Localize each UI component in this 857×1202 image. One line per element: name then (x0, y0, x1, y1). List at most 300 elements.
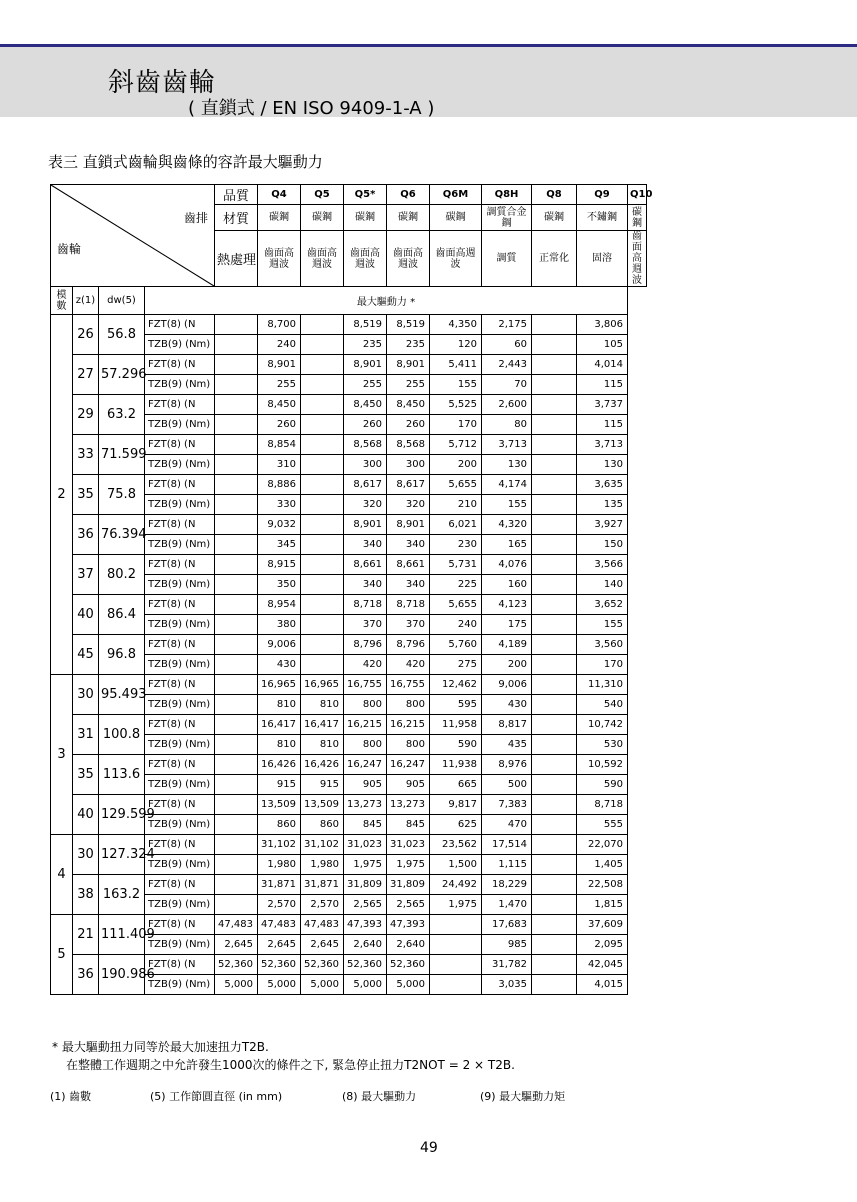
torque-label: TZB(9) (Nm) (145, 815, 215, 835)
force-value (301, 475, 344, 495)
force-value (532, 555, 577, 575)
force-label: FZT(8) (N (145, 635, 215, 655)
torque-value: 5,000 (301, 975, 344, 995)
force-value: 5,760 (430, 635, 482, 655)
force-value: 47,483 (258, 915, 301, 935)
teeth-cell: 35 (73, 475, 99, 515)
torque-value: 370 (387, 615, 430, 635)
torque-value (301, 455, 344, 475)
force-label: FZT(8) (N (145, 715, 215, 735)
grade-header: Q10 (628, 185, 647, 205)
force-value (215, 755, 258, 775)
torque-value (215, 695, 258, 715)
force-label: FZT(8) (N (145, 355, 215, 375)
torque-value: 225 (430, 575, 482, 595)
force-value (301, 395, 344, 415)
torque-label: TZB(9) (Nm) (145, 415, 215, 435)
force-value: 16,426 (301, 755, 344, 775)
force-value: 31,809 (387, 875, 430, 895)
force-value: 13,509 (301, 795, 344, 815)
force-value: 8,901 (344, 355, 387, 375)
force-value: 8,854 (258, 435, 301, 455)
torque-value: 800 (387, 735, 430, 755)
torque-value: 240 (430, 615, 482, 635)
torque-value: 2,565 (344, 895, 387, 915)
table-row (51, 515, 647, 535)
torque-value: 155 (482, 495, 532, 515)
torque-value (301, 655, 344, 675)
force-value (532, 515, 577, 535)
torque-value: 70 (482, 375, 532, 395)
force-value: 3,652 (577, 595, 628, 615)
force-value: 52,360 (215, 955, 258, 975)
force-value: 3,737 (577, 395, 628, 415)
force-value: 17,683 (482, 915, 532, 935)
force-value (215, 795, 258, 815)
torque-value (532, 895, 577, 915)
torque-value: 2,095 (577, 935, 628, 955)
force-value: 3,566 (577, 555, 628, 575)
page-number: 49 (420, 1140, 438, 1156)
table-caption: 表三 直鎖式齒輪與齒條的容許最大驅動力 (48, 153, 323, 171)
torque-label: TZB(9) (Nm) (145, 655, 215, 675)
force-value: 3,713 (482, 435, 532, 455)
force-value: 13,273 (387, 795, 430, 815)
module-cell: 5 (51, 915, 73, 995)
force-value: 8,901 (344, 515, 387, 535)
force-value (301, 355, 344, 375)
legend-item: (8) 最大驅動力 (342, 1090, 417, 1103)
force-label: FZT(8) (N (145, 755, 215, 775)
force-value: 10,592 (577, 755, 628, 775)
force-value: 31,023 (387, 835, 430, 855)
torque-value: 800 (344, 695, 387, 715)
force-value (532, 875, 577, 895)
torque-value (532, 855, 577, 875)
teeth-header: z(1) (73, 287, 99, 315)
torque-value: 255 (387, 375, 430, 395)
torque-value (532, 775, 577, 795)
torque-value (301, 615, 344, 635)
teeth-cell: 36 (73, 955, 99, 995)
torque-label: TZB(9) (Nm) (145, 375, 215, 395)
row-label-heat: 熱處理 (215, 231, 258, 287)
force-value (215, 675, 258, 695)
pitch-diameter-cell: 163.2 (99, 875, 145, 915)
force-value: 52,360 (387, 955, 430, 975)
torque-value: 380 (258, 615, 301, 635)
torque-value: 330 (258, 495, 301, 515)
torque-value (532, 695, 577, 715)
torque-value: 555 (577, 815, 628, 835)
torque-value: 340 (344, 575, 387, 595)
force-value: 31,871 (258, 875, 301, 895)
heat-treatment-cell: 固溶 (577, 231, 628, 287)
torque-value (532, 975, 577, 995)
torque-value: 260 (387, 415, 430, 435)
force-value: 11,958 (430, 715, 482, 735)
force-value: 4,174 (482, 475, 532, 495)
force-value: 4,014 (577, 355, 628, 375)
force-value: 47,483 (301, 915, 344, 935)
torque-value (215, 375, 258, 395)
heat-treatment-cell: 齒面高週波 (258, 231, 301, 287)
torque-value: 2,565 (387, 895, 430, 915)
force-label: FZT(8) (N (145, 395, 215, 415)
grade-header: Q4 (258, 185, 301, 205)
table-row (51, 315, 647, 335)
force-value: 16,965 (258, 675, 301, 695)
torque-value: 430 (258, 655, 301, 675)
force-value: 31,782 (482, 955, 532, 975)
torque-value (215, 655, 258, 675)
torque-value: 275 (430, 655, 482, 675)
force-value (430, 955, 482, 975)
force-value: 8,901 (387, 515, 430, 535)
table-row (51, 475, 647, 495)
force-value: 52,360 (258, 955, 301, 975)
pitch-diameter-cell: 56.8 (99, 315, 145, 355)
force-value: 5,411 (430, 355, 482, 375)
force-value: 23,562 (430, 835, 482, 855)
force-value: 31,102 (258, 835, 301, 855)
force-value: 8,817 (482, 715, 532, 735)
grade-header: Q5 (301, 185, 344, 205)
torque-value: 2,645 (301, 935, 344, 955)
torque-value: 5,000 (215, 975, 258, 995)
torque-value (532, 415, 577, 435)
torque-value: 2,645 (215, 935, 258, 955)
teeth-cell: 40 (73, 595, 99, 635)
module-cell: 4 (51, 835, 73, 915)
torque-value: 915 (258, 775, 301, 795)
force-value (215, 835, 258, 855)
torque-value: 155 (430, 375, 482, 395)
force-value: 18,229 (482, 875, 532, 895)
grade-header: Q6 (387, 185, 430, 205)
force-value: 16,755 (344, 675, 387, 695)
torque-value: 5,000 (344, 975, 387, 995)
force-value (215, 435, 258, 455)
force-value: 4,076 (482, 555, 532, 575)
teeth-cell: 40 (73, 795, 99, 835)
force-value (532, 635, 577, 655)
force-value: 4,320 (482, 515, 532, 535)
force-value: 3,635 (577, 475, 628, 495)
torque-value (532, 655, 577, 675)
torque-value: 155 (577, 615, 628, 635)
force-value (215, 875, 258, 895)
force-value: 5,655 (430, 475, 482, 495)
teeth-cell: 29 (73, 395, 99, 435)
torque-value: 590 (430, 735, 482, 755)
teeth-cell: 45 (73, 635, 99, 675)
torque-value: 130 (577, 455, 628, 475)
torque-value: 1,975 (387, 855, 430, 875)
force-value: 9,006 (258, 635, 301, 655)
torque-value: 1,975 (344, 855, 387, 875)
max-drive-force-header: 最大驅動力 * (145, 287, 628, 315)
grade-header: Q6M (430, 185, 482, 205)
torque-value: 120 (430, 335, 482, 355)
table-row (51, 675, 647, 695)
force-value (301, 555, 344, 575)
force-value (532, 715, 577, 735)
force-value: 2,175 (482, 315, 532, 335)
teeth-cell: 31 (73, 715, 99, 755)
force-value (301, 515, 344, 535)
torque-value: 1,115 (482, 855, 532, 875)
torque-value (215, 455, 258, 475)
force-value: 31,102 (301, 835, 344, 855)
force-value: 52,360 (344, 955, 387, 975)
force-value: 8,568 (344, 435, 387, 455)
force-value: 3,927 (577, 515, 628, 535)
torque-label: TZB(9) (Nm) (145, 335, 215, 355)
torque-value: 165 (482, 535, 532, 555)
torque-value: 860 (258, 815, 301, 835)
drive-force-table (50, 184, 653, 995)
force-value: 6,021 (430, 515, 482, 535)
corner-cell (51, 185, 215, 287)
force-value: 47,393 (387, 915, 430, 935)
force-value: 2,600 (482, 395, 532, 415)
torque-value: 420 (344, 655, 387, 675)
force-value (532, 395, 577, 415)
force-label: FZT(8) (N (145, 595, 215, 615)
torque-label: TZB(9) (Nm) (145, 895, 215, 915)
torque-value (301, 415, 344, 435)
torque-value (532, 615, 577, 635)
footnote-line-2: 在整體工作週期之中允許發生1000次的條件之下, 緊急停止扭力T2NOT = 2 × T2B. (66, 1058, 515, 1072)
torque-value: 350 (258, 575, 301, 595)
torque-value: 160 (482, 575, 532, 595)
torque-value: 300 (387, 455, 430, 475)
pitch-diameter-cell: 80.2 (99, 555, 145, 595)
force-label: FZT(8) (N (145, 955, 215, 975)
torque-value: 135 (577, 495, 628, 515)
legend-item: (1) 齒數 (50, 1090, 92, 1103)
force-value: 12,462 (430, 675, 482, 695)
torque-label: TZB(9) (Nm) (145, 935, 215, 955)
torque-value: 1,815 (577, 895, 628, 915)
force-value: 37,609 (577, 915, 628, 935)
heat-treatment-cell: 調質 (482, 231, 532, 287)
force-value (532, 755, 577, 775)
torque-value: 810 (301, 735, 344, 755)
force-label: FZT(8) (N (145, 795, 215, 815)
torque-value (301, 575, 344, 595)
force-value: 16,755 (387, 675, 430, 695)
force-value (215, 515, 258, 535)
torque-value (430, 975, 482, 995)
torque-value: 595 (430, 695, 482, 715)
torque-value: 845 (387, 815, 430, 835)
material-cell: 碳鋼 (628, 205, 647, 231)
torque-value (532, 935, 577, 955)
force-value (532, 955, 577, 975)
torque-value: 665 (430, 775, 482, 795)
page-title: 斜齒齒輪 (108, 68, 217, 98)
torque-label: TZB(9) (Nm) (145, 975, 215, 995)
material-cell: 碳鋼 (258, 205, 301, 231)
force-value: 8,718 (387, 595, 430, 615)
force-value (215, 315, 258, 335)
force-value: 13,509 (258, 795, 301, 815)
torque-value (215, 735, 258, 755)
force-value (215, 555, 258, 575)
force-value: 5,655 (430, 595, 482, 615)
torque-value: 80 (482, 415, 532, 435)
torque-value: 810 (258, 695, 301, 715)
force-value: 3,560 (577, 635, 628, 655)
force-value: 47,483 (215, 915, 258, 935)
force-label: FZT(8) (N (145, 875, 215, 895)
torque-value: 255 (258, 375, 301, 395)
force-value (430, 915, 482, 935)
torque-label: TZB(9) (Nm) (145, 495, 215, 515)
module-cell: 3 (51, 675, 73, 835)
torque-value (532, 335, 577, 355)
force-value: 8,976 (482, 755, 532, 775)
torque-value (532, 575, 577, 595)
grade-header: Q8 (532, 185, 577, 205)
teeth-cell: 26 (73, 315, 99, 355)
force-label: FZT(8) (N (145, 915, 215, 935)
torque-value: 115 (577, 375, 628, 395)
force-value: 7,383 (482, 795, 532, 815)
pitch-diameter-cell: 71.599 (99, 435, 145, 475)
torque-value: 530 (577, 735, 628, 755)
pitch-diameter-cell: 190.986 (99, 955, 145, 995)
force-value (301, 435, 344, 455)
force-value: 5,731 (430, 555, 482, 575)
force-value: 9,006 (482, 675, 532, 695)
force-value (215, 595, 258, 615)
corner-rack-label: 齒排 (183, 211, 208, 225)
teeth-cell: 21 (73, 915, 99, 955)
torque-value: 540 (577, 695, 628, 715)
torque-value: 5,000 (258, 975, 301, 995)
material-cell: 不鏽鋼 (577, 205, 628, 231)
module-cell: 2 (51, 315, 73, 675)
pitch-diameter-cell: 127.324 (99, 835, 145, 875)
pitch-diameter-cell: 63.2 (99, 395, 145, 435)
torque-value (215, 495, 258, 515)
force-value: 16,247 (387, 755, 430, 775)
force-value: 4,123 (482, 595, 532, 615)
torque-value: 1,980 (301, 855, 344, 875)
force-value: 3,806 (577, 315, 628, 335)
torque-value: 230 (430, 535, 482, 555)
material-cell: 碳鋼 (344, 205, 387, 231)
teeth-cell: 33 (73, 435, 99, 475)
torque-value (215, 855, 258, 875)
pitch-diameter-header: dw(5) (99, 287, 145, 315)
page-subtitle: ( 直鎖式 / EN ISO 9409-1-A ) (188, 98, 435, 119)
force-value: 13,273 (344, 795, 387, 815)
torque-value: 340 (387, 535, 430, 555)
table-row (51, 755, 647, 775)
torque-value: 1,980 (258, 855, 301, 875)
torque-value: 1,405 (577, 855, 628, 875)
force-value (532, 835, 577, 855)
force-value (301, 635, 344, 655)
pitch-diameter-cell: 96.8 (99, 635, 145, 675)
material-cell: 碳鋼 (387, 205, 430, 231)
torque-value (532, 455, 577, 475)
torque-value: 140 (577, 575, 628, 595)
table-row (51, 555, 647, 575)
torque-value: 60 (482, 335, 532, 355)
torque-value: 810 (258, 735, 301, 755)
torque-value: 210 (430, 495, 482, 515)
pitch-diameter-cell: 57.296 (99, 355, 145, 395)
torque-value: 2,570 (301, 895, 344, 915)
force-label: FZT(8) (N (145, 555, 215, 575)
torque-value (215, 415, 258, 435)
torque-value: 2,570 (258, 895, 301, 915)
force-value: 2,443 (482, 355, 532, 375)
force-value: 8,661 (344, 555, 387, 575)
torque-value: 320 (344, 495, 387, 515)
force-value: 3,713 (577, 435, 628, 455)
force-value (532, 795, 577, 815)
torque-label: TZB(9) (Nm) (145, 695, 215, 715)
force-value: 8,901 (258, 355, 301, 375)
force-value: 10,742 (577, 715, 628, 735)
row-label-quality: 品質 (215, 185, 258, 205)
row-label-material: 材質 (215, 205, 258, 231)
pitch-diameter-cell: 129.599 (99, 795, 145, 835)
torque-value: 175 (482, 615, 532, 635)
torque-value (215, 615, 258, 635)
torque-value (215, 535, 258, 555)
force-value (215, 715, 258, 735)
module-header: 模數 (51, 287, 73, 315)
pitch-diameter-cell: 95.493 (99, 675, 145, 715)
torque-value (430, 935, 482, 955)
torque-value: 800 (387, 695, 430, 715)
torque-value: 435 (482, 735, 532, 755)
heat-treatment-cell: 齒面高週波 (387, 231, 430, 287)
pitch-diameter-cell: 113.6 (99, 755, 145, 795)
torque-value: 345 (258, 535, 301, 555)
force-label: FZT(8) (N (145, 435, 215, 455)
torque-value: 300 (344, 455, 387, 475)
force-value: 8,450 (387, 395, 430, 415)
torque-label: TZB(9) (Nm) (145, 575, 215, 595)
force-value: 8,617 (387, 475, 430, 495)
material-cell: 碳鋼 (301, 205, 344, 231)
torque-value: 260 (344, 415, 387, 435)
footnote-line-1: * 最大驅動扭力同等於最大加速扭力T2B. (52, 1040, 269, 1054)
torque-value: 340 (387, 575, 430, 595)
torque-value: 1,500 (430, 855, 482, 875)
torque-value: 915 (301, 775, 344, 795)
heat-treatment-cell: 齒面高週波 (430, 231, 482, 287)
torque-value: 260 (258, 415, 301, 435)
table-row (51, 915, 647, 935)
table-row (51, 395, 647, 415)
force-value: 8,450 (258, 395, 301, 415)
torque-value: 150 (577, 535, 628, 555)
force-value: 5,525 (430, 395, 482, 415)
torque-value (215, 575, 258, 595)
force-value: 8,661 (387, 555, 430, 575)
torque-value (532, 495, 577, 515)
force-value: 8,901 (387, 355, 430, 375)
